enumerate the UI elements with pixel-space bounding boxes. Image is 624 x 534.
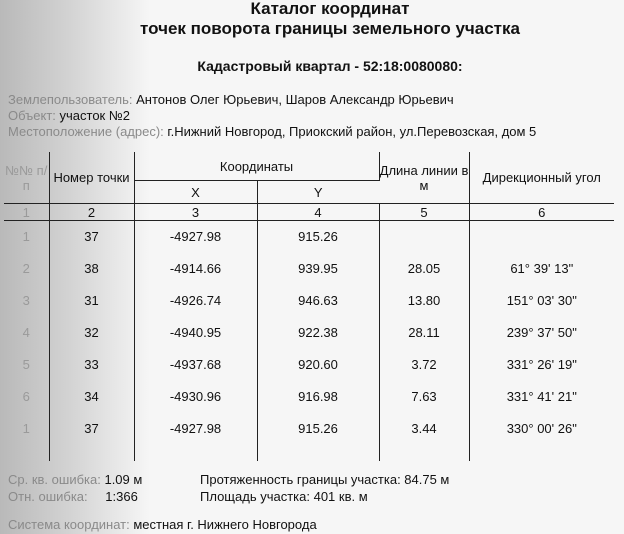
point-index: 5 bbox=[4, 349, 49, 381]
line-length: 3.44 bbox=[379, 413, 469, 445]
empty-cell bbox=[134, 445, 257, 461]
empty-cell bbox=[469, 237, 614, 253]
rel-error bbox=[8, 489, 138, 504]
empty-cell bbox=[379, 445, 469, 461]
perimeter: Протяженность границы участка: 84.75 м bbox=[200, 472, 450, 487]
direction-angle: 239° 37' 50" bbox=[506, 325, 577, 340]
coord-y: 946.63 bbox=[257, 285, 379, 317]
coord-y: 915.26 bbox=[257, 221, 379, 253]
line-length: 28.05 bbox=[379, 253, 469, 285]
coord-y: 939.95 bbox=[257, 253, 379, 285]
header-y: Y bbox=[257, 181, 379, 204]
coord-x: -4927.98 bbox=[134, 413, 257, 445]
empty-cell bbox=[379, 237, 469, 253]
area: Площадь участка: 401 кв. м bbox=[200, 489, 368, 504]
owner-value: Антонов Олег Юрьевич, Шаров Александр Юрьевич bbox=[136, 92, 454, 107]
table-row bbox=[4, 381, 614, 397]
object-label: Объект: bbox=[8, 108, 56, 123]
header-x: X bbox=[134, 181, 257, 204]
direction-angle: 151° 03' 30" bbox=[506, 293, 577, 308]
cadastral-quarter: Кадастровый квартал - 52:18:0080080: bbox=[197, 58, 463, 74]
coord-x: -4926.74 bbox=[134, 285, 257, 317]
table-row bbox=[4, 445, 614, 461]
table-row bbox=[4, 349, 614, 365]
coord-y: 920.60 bbox=[257, 349, 379, 381]
location-value: г.Нижний Новгород, Приокский район, ул.Перевозская, дом 5 bbox=[167, 124, 537, 139]
coord-x: -4914.66 bbox=[134, 253, 257, 285]
coord-x: -4940.95 bbox=[134, 317, 257, 349]
empty-cell bbox=[469, 221, 614, 237]
coord-x: -4937.68 bbox=[134, 349, 257, 381]
table-row bbox=[4, 285, 614, 301]
point-number: 37 bbox=[49, 413, 134, 445]
point-index: 3 bbox=[4, 285, 49, 317]
location-label: Местоположение (адрес): bbox=[8, 124, 164, 139]
coord-x: -4927.98 bbox=[134, 221, 257, 253]
empty-cell bbox=[469, 445, 614, 461]
point-index: 1 bbox=[4, 413, 49, 445]
header-point: Номер точки bbox=[49, 152, 134, 204]
coord-y: 922.38 bbox=[257, 317, 379, 349]
point-number: 31 bbox=[49, 285, 134, 317]
header-length: Длина линии в м bbox=[379, 152, 469, 204]
coord-system-value: местная г. Нижнего Новгорода bbox=[133, 517, 317, 532]
location-line bbox=[8, 124, 536, 139]
line-length: 13.80 bbox=[379, 285, 469, 317]
coordinate-table bbox=[4, 152, 614, 461]
coord-x: -4930.96 bbox=[134, 381, 257, 413]
coord-system-label: Система координат: bbox=[8, 517, 130, 532]
doc-title: Каталог координат bbox=[250, 0, 410, 18]
col-number: 4 bbox=[257, 204, 379, 221]
point-number: 33 bbox=[49, 349, 134, 381]
header-index: №№ п/п bbox=[4, 152, 49, 204]
point-index: 4 bbox=[4, 317, 49, 349]
coord-y: 916.98 bbox=[257, 381, 379, 413]
col-number: 2 bbox=[49, 204, 134, 221]
object-line bbox=[8, 108, 130, 123]
point-index: 1 bbox=[4, 221, 49, 253]
owner-line bbox=[8, 92, 454, 107]
col-number: 5 bbox=[379, 204, 469, 221]
point-number: 32 bbox=[49, 317, 134, 349]
point-index: 6 bbox=[4, 381, 49, 413]
point-index: 2 bbox=[4, 253, 49, 285]
coord-y: 915.26 bbox=[257, 413, 379, 445]
sq-error bbox=[8, 472, 142, 487]
point-number: 34 bbox=[49, 381, 134, 413]
object-value: участок №2 bbox=[59, 108, 131, 123]
line-length: 3.72 bbox=[379, 349, 469, 381]
coord-system bbox=[8, 517, 317, 532]
rel-error-label: Отн. ошибка: bbox=[8, 489, 88, 504]
direction-angle: 61° 39' 13" bbox=[510, 261, 574, 276]
col-number: 3 bbox=[134, 204, 257, 221]
table-row bbox=[4, 413, 614, 429]
rel-error-value: 1:366 bbox=[105, 489, 138, 504]
empty-cell bbox=[379, 221, 469, 237]
empty-cell bbox=[4, 445, 49, 461]
empty-cell bbox=[49, 445, 134, 461]
point-number: 38 bbox=[49, 253, 134, 285]
table-row bbox=[4, 253, 614, 269]
line-length: 28.11 bbox=[379, 317, 469, 349]
doc-subtitle: точек поворота границы земельного участка bbox=[140, 19, 520, 38]
sq-error-label: Ср. кв. ошибка: bbox=[8, 472, 101, 487]
direction-angle: 330° 00' 26" bbox=[506, 421, 577, 436]
empty-cell bbox=[257, 445, 379, 461]
header-angle: Дирекционный угол bbox=[482, 170, 601, 185]
line-length: 7.63 bbox=[379, 381, 469, 413]
owner-label: Землепользователь: bbox=[8, 92, 133, 107]
table-row bbox=[4, 221, 614, 237]
direction-angle: 331° 26' 19" bbox=[506, 357, 577, 372]
sq-error-value: 1.09 м bbox=[104, 472, 143, 487]
point-number: 37 bbox=[49, 221, 134, 253]
direction-angle: 331° 41' 21" bbox=[506, 389, 577, 404]
col-number: 6 bbox=[469, 204, 614, 221]
table-row bbox=[4, 317, 614, 333]
header-coords: Координаты bbox=[134, 152, 379, 181]
col-number: 1 bbox=[4, 204, 49, 221]
